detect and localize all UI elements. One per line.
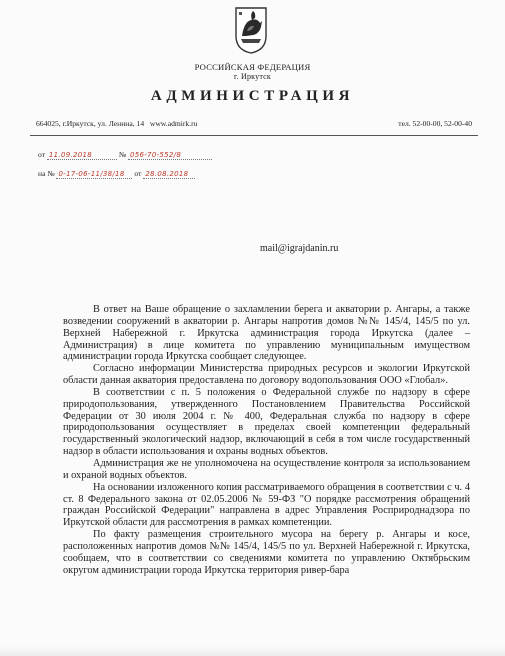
from-label: от [38, 150, 46, 159]
header-divider [30, 135, 478, 136]
number-label: № [118, 150, 127, 159]
phone-numbers: тел. 52-00-00, 52-00-40 [398, 119, 472, 128]
reply-registration [38, 169, 195, 179]
country-name: РОССИЙСКАЯ ФЕДЕРАЦИЯ [194, 62, 311, 72]
paragraph: Администрация же не уполномочена на осуществление контроля за использованием и охраной водных объектов. [63, 457, 470, 481]
paragraph: На основании изложенного копия рассматриваемого обращения в соответствии с ч. 4 ст. 8 Федерального закона от 02.05.2006 № 59-ФЗ "О порядке рассмотрения обращений граждан Российской Федерации" направлена в адрес Управления Росприроднадзора по Иркутской области для рассмотрения в рамках компетенции. [63, 481, 470, 529]
paragraph: По факту размещения строительного мусора на берегу р. Ангары и косе, расположенных напротив домов №№ 145/4, 145/5 по ул. Верхней Набережной г. Иркутска, сообщаем, что в соответствии со сведениями комитета по управлению Октябрьским округом администрации города Иркутска территория ривер-бара [63, 529, 470, 576]
letter-body [63, 304, 470, 576]
outgoing-number: 056-70-552/8 [129, 151, 182, 159]
reply-from-label: от [134, 169, 142, 178]
irkutsk-coat-of-arms-icon [234, 6, 268, 54]
outgoing-registration [38, 150, 212, 160]
paragraph: В ответ на Ваше обращение о захламлении берега и акватории р. Ангары, а также возведении сооружений в акватории р. Ангары напротив домов №№ 145/4, 145/5 по ул. Верхней Набережной г. Иркутска администрация города Иркутска (далее – Администрация) в лице комитета по управлению муниципальным имуществом администрации города Иркутска сообщает следующее. [63, 304, 470, 363]
recipient-email[interactable]: mail@igrajdanin.ru [260, 243, 339, 254]
reply-date: 28.08.2018 [145, 170, 189, 178]
paragraph: В соответствии с п. 5 положения о Федеральной службе по надзору в сфере природопользования, утвержденного Постановлением Правительства Российской Федерации от 30 июля 2004 г. № 400, Федеральная служба по надзору в сфере природопользования осуществляет в пределах своей компетенции федеральный государственный экологический надзор, включающий в себя в том числе государственный надзор в области использования и охраны водных объектов. [63, 386, 470, 458]
scan-edge-shadow [0, 646, 505, 656]
reply-number: 0-17-06-11/38/18 [58, 170, 125, 178]
outgoing-date: 11.09.2018 [48, 151, 93, 159]
paragraph: Согласно информации Министерства природных ресурсов и экологии Иркутской области данная акватория предоставлена по договору водопользования ООО «Глобал». [63, 363, 470, 387]
address-line [36, 119, 197, 128]
city-name: г. Иркутск [234, 72, 271, 81]
website-link[interactable]: www.admirk.ru [149, 119, 198, 128]
address: 664025, г.Иркутск, ул. Ленина, 14 [36, 119, 145, 128]
reply-label: на № [38, 169, 55, 178]
organization-title: АДМИНИСТРАЦИЯ [150, 88, 355, 104]
